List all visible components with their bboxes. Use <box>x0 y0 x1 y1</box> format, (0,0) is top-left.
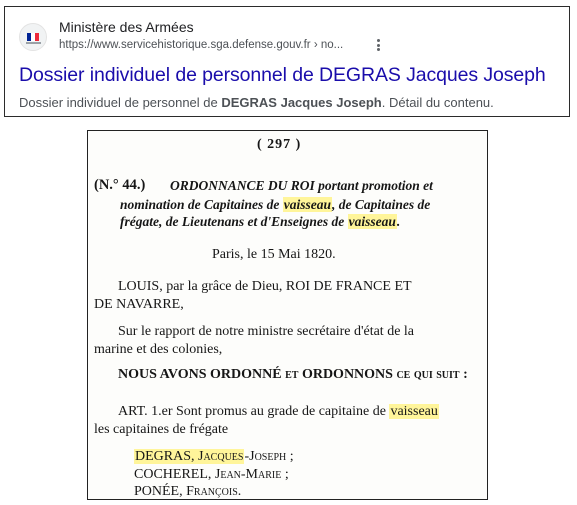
highlight-vaisseau: vaisseau <box>283 197 332 212</box>
search-result-card <box>4 6 570 117</box>
name-cocherel: COCHEREL, Jean-Marie ; <box>134 467 289 482</box>
para-rapport-line-1: Sur le rapport de notre ministre secrétaire d'état de la <box>118 324 415 339</box>
highlight-vaisseau: vaisseau <box>348 214 396 229</box>
site-name: Ministère des Armées <box>59 19 194 35</box>
page-number: ( 297 ) <box>257 137 302 152</box>
ordinance-heading-line-1: ORDONNANCE DU ROI portant promotion et <box>170 178 433 193</box>
para-rapport-line-2: marine et des colonies, <box>94 342 223 357</box>
result-title-link[interactable]: Dossier individuel de personnel de DEGRAS Jacques Joseph <box>19 64 546 86</box>
dateline: Paris, le 15 Mai 1820. <box>212 247 336 262</box>
para-louis-line-2: DE NAVARRE, <box>94 297 184 312</box>
site-url: https://www.servicehistorique.sga.defense.gouv.fr › no... <box>59 39 344 51</box>
french-flag-icon <box>19 23 47 51</box>
article-1-line-2: les capitaines de frégate <box>94 422 229 437</box>
para-ordonnons: NOUS AVONS ORDONNÉ et ORDONNONS ce qui suit : <box>118 367 468 382</box>
more-vert-icon[interactable] <box>372 38 384 54</box>
article-1-line-1: ART. 1.er Sont promus au grade de capitaine de vaisseau <box>118 404 438 419</box>
result-source[interactable] <box>19 19 559 53</box>
snippet-suffix: . Détail du contenu. <box>381 95 494 110</box>
highlight-degras: DEGRAS, Jacques <box>135 449 244 464</box>
snippet-bold: DEGRAS Jacques Joseph <box>221 95 382 110</box>
scanned-document <box>87 130 488 500</box>
snippet-prefix: Dossier individuel de personnel de <box>19 95 222 110</box>
ordinance-heading-line-3: frégate, de Lieutenans et d'Enseignes de vaisseau. <box>120 214 401 229</box>
para-louis-line-1: LOUIS, par la grâce de Dieu, ROI DE FRANCE ET <box>118 279 412 294</box>
name-degras: DEGRAS, Jacques-Joseph ; <box>135 449 294 464</box>
ordinance-number: (N.° 44.) <box>94 177 146 193</box>
ordinance-heading-line-2: nomination de Capitaines de vaisseau, de Capitaines de <box>120 197 431 212</box>
highlight-vaisseau: vaisseau <box>390 404 438 419</box>
result-snippet <box>19 95 494 110</box>
name-ponee: PONÉE, François. <box>134 484 242 499</box>
